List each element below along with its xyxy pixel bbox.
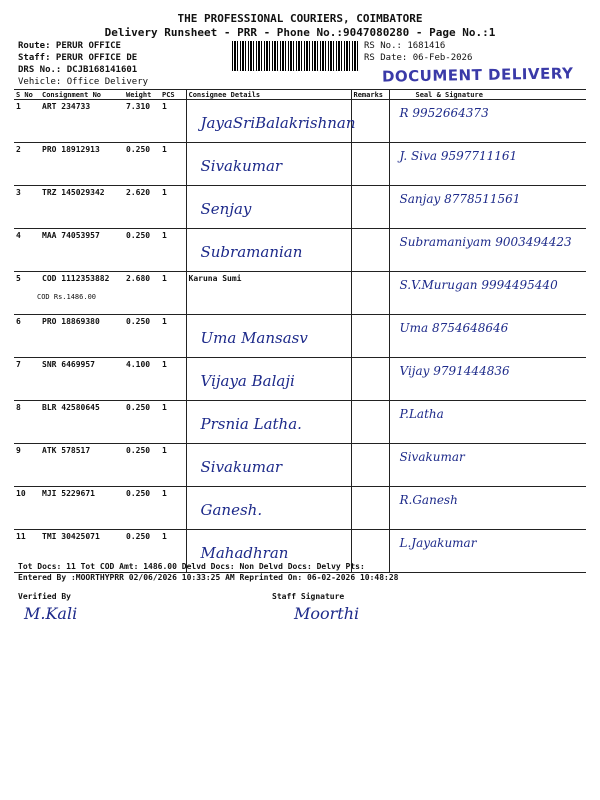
rs-number: RS No.: 1681416	[364, 41, 446, 51]
row-remarks	[351, 272, 389, 315]
row-seal-signature	[389, 358, 586, 401]
row-sno: 6	[14, 315, 40, 358]
row-weight: 0.250	[124, 487, 160, 530]
row-weight: 0.250	[124, 530, 160, 573]
signature: Subramaniyam 9003494423	[399, 235, 572, 249]
row-consignment-no: MJI 5229671	[40, 487, 124, 530]
col-pcs: PCS	[160, 90, 186, 100]
runsheet-table	[14, 89, 586, 573]
handwritten-name: Sivakumar	[200, 458, 283, 476]
row-remarks	[351, 143, 389, 186]
page-subtitle: Delivery Runsheet - PRR - Phone No.:9047080280 - Page No.:1	[104, 26, 496, 39]
handwritten-name: Sivakumar	[200, 157, 283, 175]
signature: J. Siva 9597711161	[399, 149, 518, 163]
signature: S.V.Murugan 9994495440	[399, 278, 558, 292]
staff-label: Staff: PERUR OFFICE DE	[18, 53, 138, 63]
row-weight: 7.310	[124, 100, 160, 143]
row-remarks	[351, 401, 389, 444]
table-row	[14, 315, 586, 358]
handwritten-name: JayaSriBalakrishnan	[200, 114, 356, 132]
row-seal-signature	[389, 315, 586, 358]
table-row	[14, 358, 586, 401]
table-row	[14, 186, 586, 229]
row-pcs: 1	[160, 444, 186, 487]
row-remarks	[351, 487, 389, 530]
page-title: THE PROFESSIONAL COURIERS, COIMBATORE	[177, 12, 423, 25]
staff-signature-label: Staff Signature	[272, 592, 345, 601]
row-remarks	[351, 186, 389, 229]
row-seal-signature	[389, 186, 586, 229]
table-header-row	[14, 90, 586, 100]
row-sno: 11	[14, 530, 40, 573]
col-sno: S No	[14, 90, 40, 100]
row-seal-signature	[389, 100, 586, 143]
row-consignment-no: ART 234733	[40, 100, 124, 143]
footer-totals: Tot Docs: 11 Tot COD Amt: 1486.00 Delvd Docs: Non Delvd Docs: Delvy Pts:	[18, 562, 365, 571]
col-weight: Weight	[124, 90, 160, 100]
route-label: Route: PERUR OFFICE	[18, 41, 121, 51]
handwritten-name: Uma Mansasv	[200, 329, 308, 347]
table-row	[14, 444, 586, 487]
row-consignee	[186, 100, 356, 143]
table-row	[14, 229, 586, 272]
row-seal-signature	[389, 444, 586, 487]
drs-number: DRS No.: DCJB168141601	[18, 65, 138, 75]
row-sno: 10	[14, 487, 40, 530]
row-pcs: 1	[160, 358, 186, 401]
barcode	[232, 41, 358, 71]
row-sno: 4	[14, 229, 40, 272]
col-consignee: Consignee Details	[186, 90, 351, 100]
handwritten-name: Ganesh.	[200, 501, 263, 519]
row-sno: 7	[14, 358, 40, 401]
document-delivery-stamp: DOCUMENT DELIVERY	[381, 64, 574, 86]
row-consignee	[186, 272, 351, 315]
row-consignee	[186, 229, 351, 272]
row-seal-signature	[389, 530, 586, 573]
cod-note: COD Rs.1486.00	[37, 293, 97, 301]
staff-signature: Moorthi	[294, 604, 360, 623]
table-row	[14, 100, 586, 143]
row-pcs: 1	[160, 100, 186, 143]
row-consignment-no: PRO 18869380	[40, 315, 124, 358]
row-weight: 2.680	[124, 272, 160, 315]
handwritten-name: Prsnia Latha.	[200, 415, 302, 433]
signature: R 9952664373	[399, 106, 489, 120]
row-sno: 9	[14, 444, 40, 487]
row-weight: 0.250	[124, 229, 160, 272]
row-weight: 2.620	[124, 186, 160, 229]
footer-entered: Entered By :MOORTHYPRR 02/06/2026 10:33:25 AM Reprinted On: 06-02-2026 10:48:28	[18, 573, 399, 582]
col-remarks: Remarks	[351, 90, 389, 100]
row-sno: 5	[14, 272, 40, 315]
handwritten-name: Vijaya Balaji	[200, 372, 295, 390]
row-pcs: 1	[160, 229, 186, 272]
vehicle-label: Vehicle: Office Delivery	[18, 77, 149, 87]
col-consignment: Consignment No	[40, 90, 124, 100]
signature: Sanjay 8778511561	[399, 192, 521, 206]
row-weight: 0.250	[124, 444, 160, 487]
col-seal: Seal & Signature	[389, 90, 586, 100]
row-remarks	[351, 444, 389, 487]
row-weight: 0.250	[124, 315, 160, 358]
row-seal-signature	[389, 229, 586, 272]
row-remarks	[351, 229, 389, 272]
row-sno: 8	[14, 401, 40, 444]
table-row	[14, 487, 586, 530]
row-consignment-no: ATK 578517	[40, 444, 124, 487]
row-consignment-no: BLR 42580645	[40, 401, 124, 444]
row-consignment-no: TRZ 145029342	[40, 186, 124, 229]
row-consignment-no: COD 1112353882	[40, 272, 124, 315]
consignee-name: Karuna Sumi	[188, 274, 242, 283]
row-pcs: 1	[160, 530, 186, 573]
row-weight: 4.100	[124, 358, 160, 401]
signature: Uma 8754648646	[399, 321, 509, 335]
table-row	[14, 272, 586, 315]
handwritten-name: Mahadhran	[200, 544, 289, 562]
signature: L.Jayakumar	[399, 536, 477, 550]
row-pcs: 1	[160, 487, 186, 530]
row-seal-signature	[389, 487, 586, 530]
row-remarks	[351, 100, 389, 143]
row-remarks	[351, 315, 389, 358]
row-seal-signature	[389, 272, 586, 315]
rs-date: RS Date: 06-Feb-2026	[364, 53, 473, 63]
row-consignment-no: PRO 18912913	[40, 143, 124, 186]
row-consignee	[186, 315, 351, 358]
row-consignee	[186, 487, 351, 530]
signature: R.Ganesh	[399, 493, 458, 507]
row-seal-signature	[389, 401, 586, 444]
handwritten-name: Senjay	[200, 200, 252, 218]
row-remarks	[351, 358, 389, 401]
row-pcs: 1	[160, 315, 186, 358]
row-consignment-no: MAA 74053957	[40, 229, 124, 272]
row-pcs: 1	[160, 272, 186, 315]
row-consignee	[186, 358, 351, 401]
verified-signature: M.Kali	[24, 604, 78, 623]
row-pcs: 1	[160, 143, 186, 186]
row-sno: 3	[14, 186, 40, 229]
row-sno: 2	[14, 143, 40, 186]
row-consignee	[186, 143, 351, 186]
verified-by-label: Verified By	[18, 592, 71, 601]
row-sno: 1	[14, 100, 40, 143]
row-consignee	[186, 401, 351, 444]
row-pcs: 1	[160, 401, 186, 444]
row-consignment-no: SNR 6469957	[40, 358, 124, 401]
row-pcs: 1	[160, 186, 186, 229]
signature: P.Latha	[399, 407, 444, 421]
signature: Sivakumar	[399, 450, 465, 464]
signature: Vijay 9791444836	[399, 364, 510, 378]
row-consignee	[186, 186, 351, 229]
row-weight: 0.250	[124, 143, 160, 186]
row-weight: 0.250	[124, 401, 160, 444]
row-consignment-no: TMI 30425071	[40, 530, 124, 573]
table-row	[14, 401, 586, 444]
handwritten-name: Subramanian	[200, 243, 303, 261]
row-seal-signature	[389, 143, 586, 186]
row-consignee	[186, 444, 351, 487]
table-row	[14, 143, 586, 186]
